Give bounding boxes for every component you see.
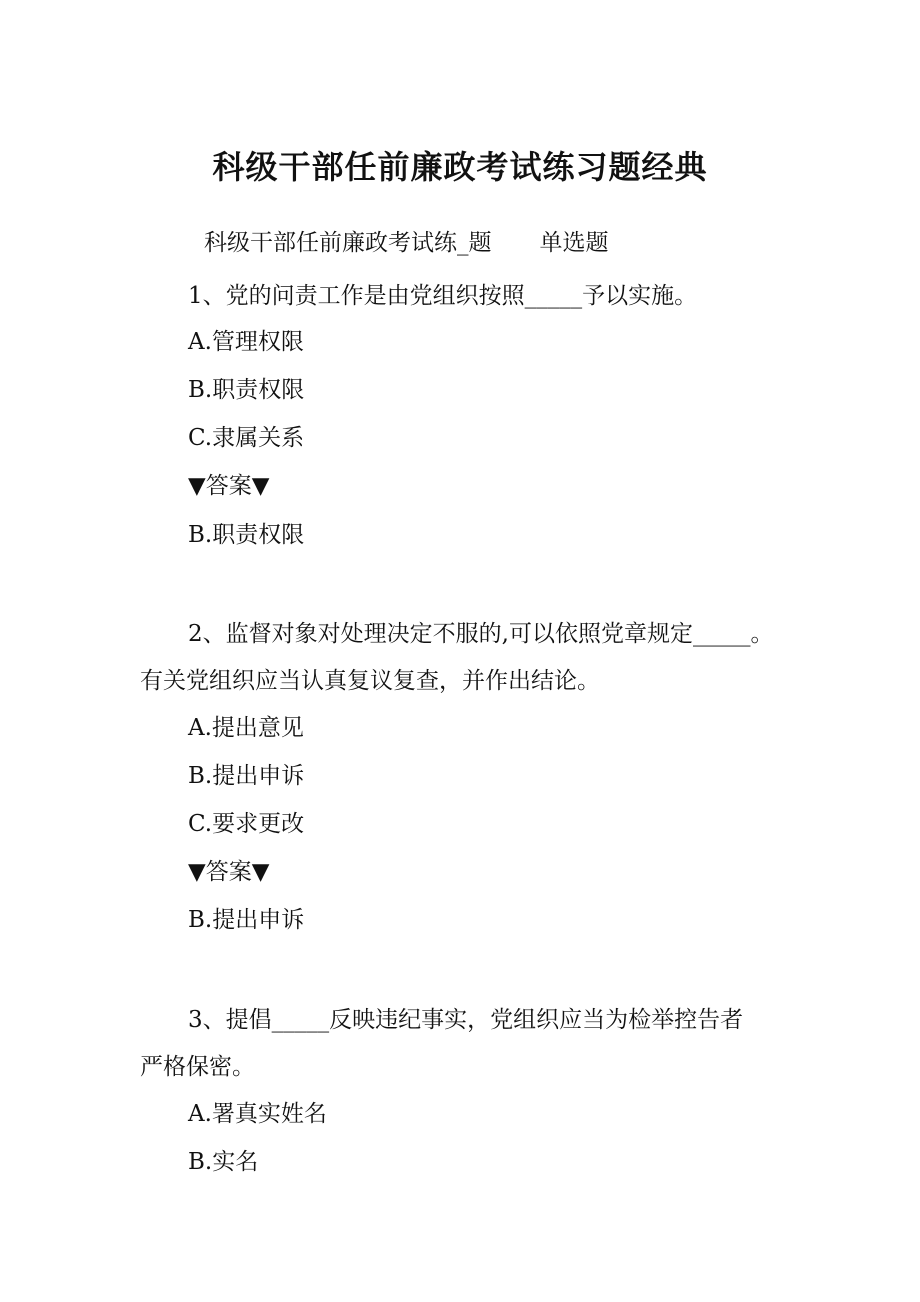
question-1-option-a: A.管理权限: [188, 329, 304, 355]
question-2-option-b: B.提出申诉: [188, 763, 305, 789]
question-3-option-a: A.署真实姓名: [188, 1101, 327, 1127]
question-1-option-b: B.职责权限: [188, 377, 305, 403]
question-3-stem-line2: 严格保密。: [140, 1054, 255, 1080]
question-1-answer: B.职责权限: [188, 522, 305, 548]
question-2-answer-label: ▼答案▼: [188, 859, 270, 885]
question-2-stem-line1: 2、监督对象对处理决定不服的,可以依照党章规定_____。: [188, 621, 774, 647]
document-title: 科级干部任前廉政考试练习题经典: [212, 148, 708, 186]
question-3-option-b: B.实名: [188, 1149, 259, 1175]
question-2-option-a: A.提出意见: [188, 715, 304, 741]
subtitle-exam-name: 科级干部任前廉政考试练_题: [204, 230, 492, 256]
question-2-answer: B.提出申诉: [188, 907, 305, 933]
question-1-answer-label: ▼答案▼: [188, 473, 270, 499]
question-2-option-c: C.要求更改: [188, 811, 305, 837]
question-1-option-c: C.隶属关系: [188, 425, 305, 451]
question-1-stem: 1、党的问责工作是由党组织按照_____予以实施。: [188, 283, 698, 309]
question-3-stem-line1: 3、提倡_____反映违纪事实，党组织应当为检举控告者: [188, 1007, 744, 1033]
document-subtitle: [204, 228, 609, 258]
question-2-stem-line2: 有关党组织应当认真复议复查，并作出结论。: [140, 668, 600, 694]
subtitle-question-type: 单选题: [539, 230, 609, 256]
